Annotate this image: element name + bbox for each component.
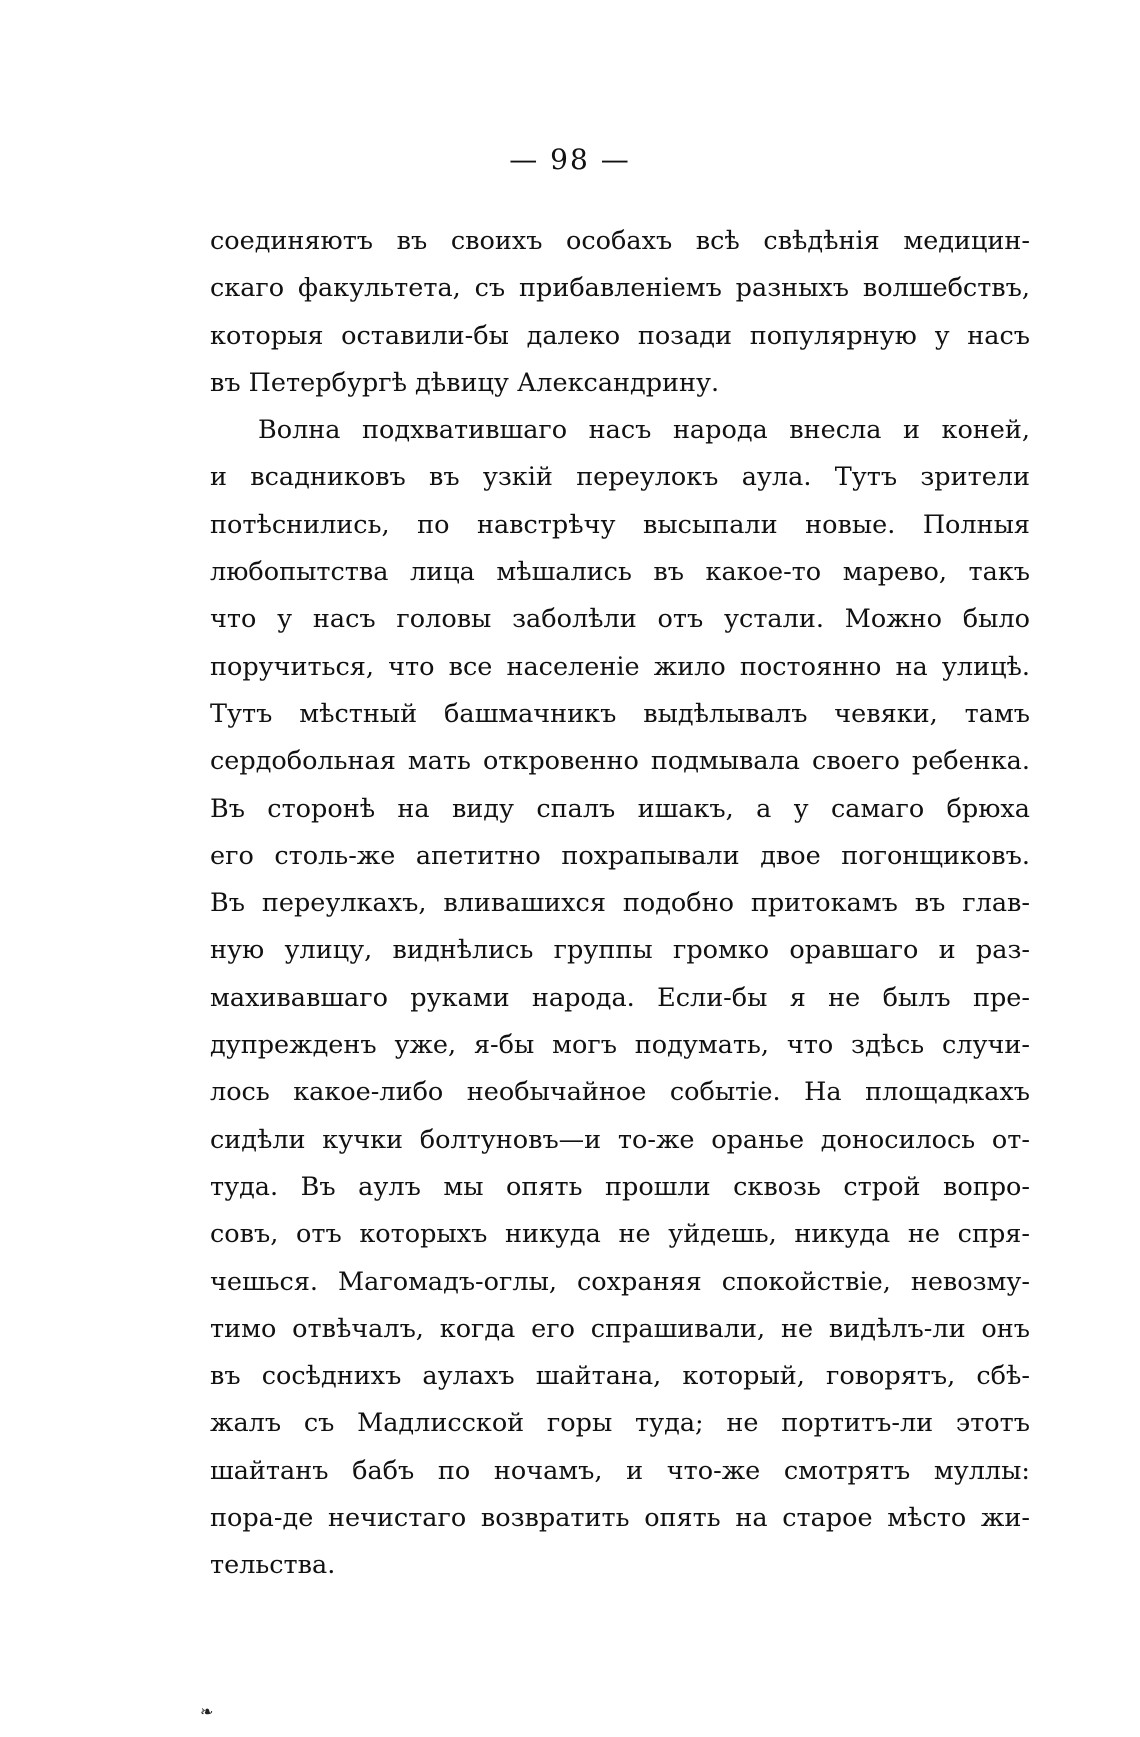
text-line: пора-де нечистаго возвратить опять на старое мѣсто жи-: [210, 1503, 1030, 1534]
text-line: скаго факультета, съ прибавленіемъ разныхъ волшебствъ,: [210, 273, 1030, 304]
text-line: въ сосѣднихъ аулахъ шайтана, который, говорятъ, сбѣ-: [210, 1361, 1030, 1392]
text-line: сердобольная мать откровенно подмывала своего ребенка.: [210, 746, 1030, 777]
ornament-mark: ❧: [200, 1702, 214, 1721]
text-line: Тутъ мѣстный башмачникъ выдѣлывалъ чевяки, тамъ: [210, 698, 1030, 729]
page-number: — 98 —: [509, 143, 631, 176]
text-line: махивавшаго руками народа. Если-бы я не былъ пре-: [210, 982, 1030, 1013]
text-line: жалъ съ Мадлисской горы туда; не портитъ-ли этотъ: [210, 1408, 1030, 1439]
text-line: соединяютъ въ своихъ особахъ всѣ свѣдѣнія медицин-: [210, 226, 1030, 256]
text-line: его столь-же апетитно похрапывали двое погонщиковъ.: [210, 840, 1030, 871]
text-line: сидѣли кучки болтуновъ—и то-же оранье доносилось от-: [210, 1124, 1030, 1155]
body-text: [210, 218, 1030, 1590]
paragraph-2: [210, 407, 1030, 1589]
text-line: и всадниковъ въ узкій переулокъ аула. Тутъ зрители: [210, 462, 1030, 493]
text-line: Волна подхватившаго насъ народа внесла и коней,: [258, 415, 1030, 446]
text-line: туда. Въ аулъ мы опять прошли сквозь строй вопро-: [210, 1171, 1030, 1202]
text-line: чешься. Магомадъ-оглы, сохраняя спокойствіе, невозму-: [210, 1266, 1030, 1297]
text-line: Въ переулкахъ, вливашихся подобно притокамъ въ глав-: [210, 888, 1030, 919]
text-line: которыя оставили-бы далеко позади популярную у насъ: [210, 320, 1030, 351]
text-line: Въ сторонѣ на виду спалъ ишакъ, а у самаго брюха: [210, 793, 1030, 824]
text-line: что у насъ головы заболѣли отъ устали. Можно было: [210, 604, 1030, 635]
text-line: лось какое-либо необычайное событіе. На площадкахъ: [210, 1077, 1030, 1108]
paragraph-1: [210, 218, 1030, 407]
text-line: шайтанъ бабъ по ночамъ, и что-же смотрятъ муллы:: [210, 1455, 1030, 1486]
text-line: ную улицу, виднѣлись группы громко оравшаго и раз-: [210, 935, 1030, 966]
text-line: дупрежденъ уже, я-бы могъ подумать, что здѣсь случи-: [210, 1030, 1030, 1061]
text-line: потѣснились, по навстрѣчу высыпали новые. Полныя: [210, 509, 1030, 540]
text-line: любопытства лица мѣшались въ какое-то марево, такъ: [210, 557, 1030, 588]
text-line: тимо отвѣчалъ, когда его спрашивали, не видѣлъ-ли онъ: [210, 1313, 1030, 1344]
text-line: совъ, отъ которыхъ никуда не уйдешь, никуда не спря-: [210, 1219, 1030, 1250]
text-line: поручиться, что все населеніе жило постоянно на улицѣ.: [210, 651, 1030, 682]
text-line: тельства.: [210, 1550, 336, 1581]
text-line: въ Петербургѣ дѣвицу Александрину.: [210, 367, 720, 398]
